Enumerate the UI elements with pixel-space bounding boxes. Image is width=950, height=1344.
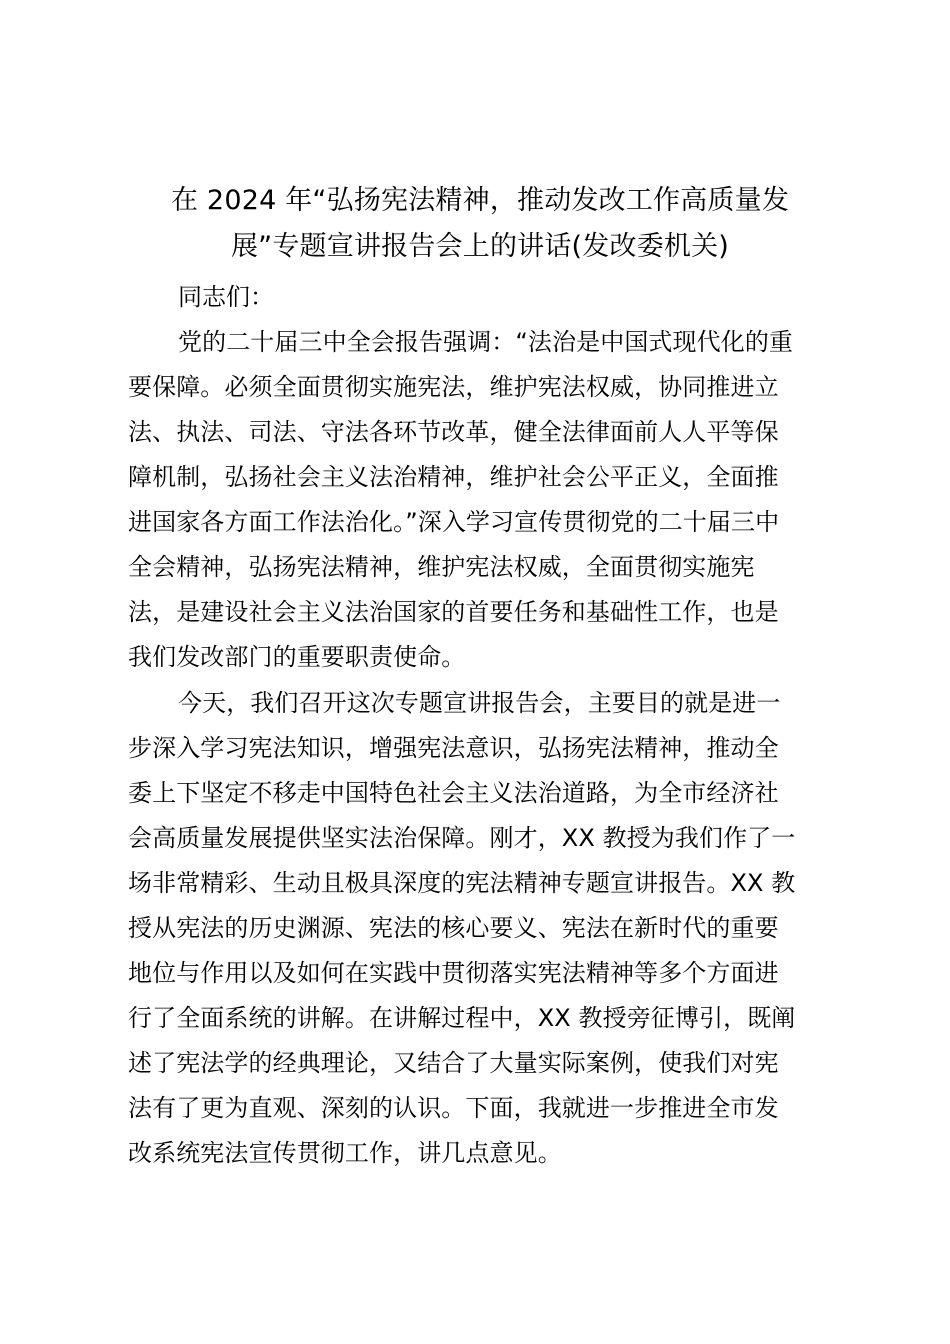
paragraph-line: 党的二十届三中全会报告强调：“法治是中国式现代化的重 xyxy=(178,328,794,356)
paragraph-line: 场非常精彩、生动且极具深度的宪法精神专题宣讲报告。XX 教 xyxy=(128,869,796,897)
paragraph-line: 进国家各方面工作法治化。”深入学习宣传贯彻党的二十届三中 xyxy=(128,508,780,536)
paragraph-line: 法有了更为直观、深刻的认识。下面，我就进一步推进全市发 xyxy=(128,1094,779,1122)
paragraph-line: 要保障。必须全面贯彻实施宪法，维护宪法权威，协同推进立 xyxy=(128,373,779,401)
paragraph-line: 法，是建设社会主义法治国家的首要任务和基础性工作，也是 xyxy=(128,598,779,626)
paragraph-line: 法、执法、司法、守法各环节改革，健全法律面前人人平等保 xyxy=(128,418,779,446)
paragraph-line: 改系统宪法宣传贯彻工作，讲几点意见。 xyxy=(128,1139,562,1167)
paragraph xyxy=(128,681,838,1176)
salutation: 同志们： xyxy=(178,283,274,311)
paragraph-line: 全会精神，弘扬宪法精神，维护宪法权威，全面贯彻实施宪 xyxy=(128,553,755,581)
document-body xyxy=(128,275,838,1176)
paragraph-line: 我们发改部门的重要职责使命。 xyxy=(128,643,466,671)
paragraph-line: 述了宪法学的经典理论，又结合了大量实际案例，使我们对宪 xyxy=(128,1049,779,1077)
paragraph-line: 障机制，弘扬社会主义法治精神，维护社会公平正义，全面推 xyxy=(128,463,779,491)
paragraph-line: 会高质量发展提供坚实法治保障。刚才，XX 教授为我们作了一 xyxy=(128,824,796,852)
title-line: 在 2024 年“弘扬宪法精神，推动发改工作高质量发 xyxy=(170,185,790,216)
paragraph-line: 委上下坚定不移走中国特色社会主义法治道路，为全市经济社 xyxy=(128,779,779,807)
document-title xyxy=(118,178,842,270)
paragraph-line: 步深入学习宪法知识，增强宪法意识，弘扬宪法精神，推动全 xyxy=(128,734,779,762)
paragraph-line: 行了全面系统的讲解。在讲解过程中，XX 教授旁征博引，既阐 xyxy=(128,1004,796,1032)
paragraph-line: 今天，我们召开这次专题宣讲报告会，主要目的就是进一 xyxy=(178,689,781,717)
paragraph-line: 授从宪法的历史渊源、宪法的核心要义、宪法在新时代的重要 xyxy=(128,914,779,942)
paragraph xyxy=(128,320,838,680)
title-line: 展”专题宣讲报告会上的讲话(发改委机关) xyxy=(230,231,730,262)
paragraph-line: 地位与作用以及如何在实践中贯彻落实宪法精神等多个方面进 xyxy=(128,959,779,987)
